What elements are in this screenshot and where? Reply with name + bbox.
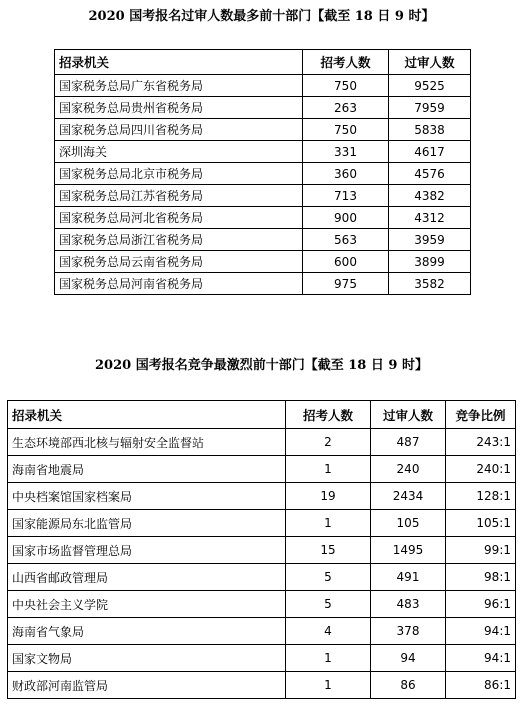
cell-positions: 563 — [303, 229, 389, 251]
cell-approved: 94 — [371, 645, 446, 672]
cell-positions: 1 — [286, 510, 371, 537]
cell-ratio: 105:1 — [446, 510, 516, 537]
cell-agency: 国家能源局东北监管局 — [8, 510, 286, 537]
cell-positions: 1 — [286, 672, 371, 699]
cell-approved: 5838 — [389, 119, 471, 141]
top-competition-title: 2020 国考报名竞争最激烈前十部门【截至 18 日 9 时】 — [95, 358, 428, 373]
cell-agency: 海南省气象局 — [8, 618, 286, 645]
cell-agency: 山西省邮政管理局 — [8, 564, 286, 591]
cell-ratio: 240:1 — [446, 456, 516, 483]
cell-positions: 600 — [303, 251, 389, 273]
cell-positions: 1 — [286, 456, 371, 483]
table-row — [55, 229, 471, 251]
cell-agency: 国家税务总局云南省税务局 — [55, 251, 303, 273]
cell-positions: 19 — [286, 483, 371, 510]
cell-agency: 国家税务总局浙江省税务局 — [55, 229, 303, 251]
table-row — [8, 510, 516, 537]
column-header-ratio: 竞争比例 — [446, 401, 516, 429]
column-header-positions: 招考人数 — [286, 401, 371, 429]
cell-approved: 487 — [371, 429, 446, 456]
cell-agency: 国家税务总局江苏省税务局 — [55, 185, 303, 207]
table-row — [8, 537, 516, 564]
table-row — [8, 618, 516, 645]
cell-approved: 2434 — [371, 483, 446, 510]
cell-approved: 7959 — [389, 97, 471, 119]
cell-approved: 491 — [371, 564, 446, 591]
cell-agency: 中央档案馆国家档案局 — [8, 483, 286, 510]
column-header-agency: 招录机关 — [55, 50, 303, 75]
cell-positions: 15 — [286, 537, 371, 564]
cell-positions: 5 — [286, 564, 371, 591]
cell-approved: 9525 — [389, 75, 471, 97]
cell-approved: 4617 — [389, 141, 471, 163]
cell-positions: 750 — [303, 119, 389, 141]
table-header-row — [55, 50, 471, 75]
table-row — [55, 207, 471, 229]
cell-ratio: 96:1 — [446, 591, 516, 618]
cell-agency: 海南省地震局 — [8, 456, 286, 483]
table-row — [55, 251, 471, 273]
cell-positions: 331 — [303, 141, 389, 163]
cell-approved: 3959 — [389, 229, 471, 251]
cell-agency: 国家税务总局河北省税务局 — [55, 207, 303, 229]
table-row — [55, 163, 471, 185]
top-applicants-table — [54, 49, 471, 295]
cell-positions: 750 — [303, 75, 389, 97]
cell-agency: 国家税务总局广东省税务局 — [55, 75, 303, 97]
cell-agency: 国家税务总局贵州省税务局 — [55, 97, 303, 119]
cell-agency: 国家市场监督管理总局 — [8, 537, 286, 564]
table-row — [8, 591, 516, 618]
cell-agency: 中央社会主义学院 — [8, 591, 286, 618]
cell-approved: 4312 — [389, 207, 471, 229]
cell-approved: 105 — [371, 510, 446, 537]
cell-positions: 4 — [286, 618, 371, 645]
cell-agency: 深圳海关 — [55, 141, 303, 163]
cell-positions: 975 — [303, 273, 389, 295]
cell-approved: 1495 — [371, 537, 446, 564]
cell-positions: 1 — [286, 645, 371, 672]
cell-positions: 263 — [303, 97, 389, 119]
top-competition-table — [7, 400, 516, 699]
table-row — [55, 273, 471, 295]
cell-approved: 86 — [371, 672, 446, 699]
table-row — [8, 645, 516, 672]
cell-agency: 财政部河南监管局 — [8, 672, 286, 699]
column-header-positions: 招考人数 — [303, 50, 389, 75]
table-row — [8, 483, 516, 510]
column-header-approved: 过审人数 — [389, 50, 471, 75]
cell-ratio: 128:1 — [446, 483, 516, 510]
table-row — [55, 75, 471, 97]
cell-approved: 483 — [371, 591, 446, 618]
cell-approved: 240 — [371, 456, 446, 483]
table-row — [55, 141, 471, 163]
cell-ratio: 86:1 — [446, 672, 516, 699]
cell-positions: 360 — [303, 163, 389, 185]
cell-ratio: 243:1 — [446, 429, 516, 456]
cell-agency: 国家税务总局四川省税务局 — [55, 119, 303, 141]
cell-positions: 900 — [303, 207, 389, 229]
cell-approved: 3899 — [389, 251, 471, 273]
cell-approved: 378 — [371, 618, 446, 645]
cell-agency: 国家文物局 — [8, 645, 286, 672]
cell-agency: 国家税务总局北京市税务局 — [55, 163, 303, 185]
cell-ratio: 99:1 — [446, 537, 516, 564]
table-row — [55, 97, 471, 119]
cell-agency: 国家税务总局河南省税务局 — [55, 273, 303, 295]
cell-positions: 713 — [303, 185, 389, 207]
column-header-agency: 招录机关 — [8, 401, 286, 429]
cell-ratio: 98:1 — [446, 564, 516, 591]
cell-approved: 4576 — [389, 163, 471, 185]
cell-approved: 4382 — [389, 185, 471, 207]
column-header-approved: 过审人数 — [371, 401, 446, 429]
cell-positions: 2 — [286, 429, 371, 456]
cell-ratio: 94:1 — [446, 645, 516, 672]
table-row — [8, 456, 516, 483]
top-applicants-title: 2020 国考报名过审人数最多前十部门【截至 18 日 9 时】 — [88, 9, 435, 24]
table-row — [8, 429, 516, 456]
table-row — [8, 564, 516, 591]
cell-ratio: 94:1 — [446, 618, 516, 645]
cell-approved: 3582 — [389, 273, 471, 295]
table-row — [55, 185, 471, 207]
cell-agency: 生态环境部西北核与辐射安全监督站 — [8, 429, 286, 456]
table-header-row — [8, 401, 516, 429]
table-row — [8, 672, 516, 699]
cell-positions: 5 — [286, 591, 371, 618]
table-row — [55, 119, 471, 141]
